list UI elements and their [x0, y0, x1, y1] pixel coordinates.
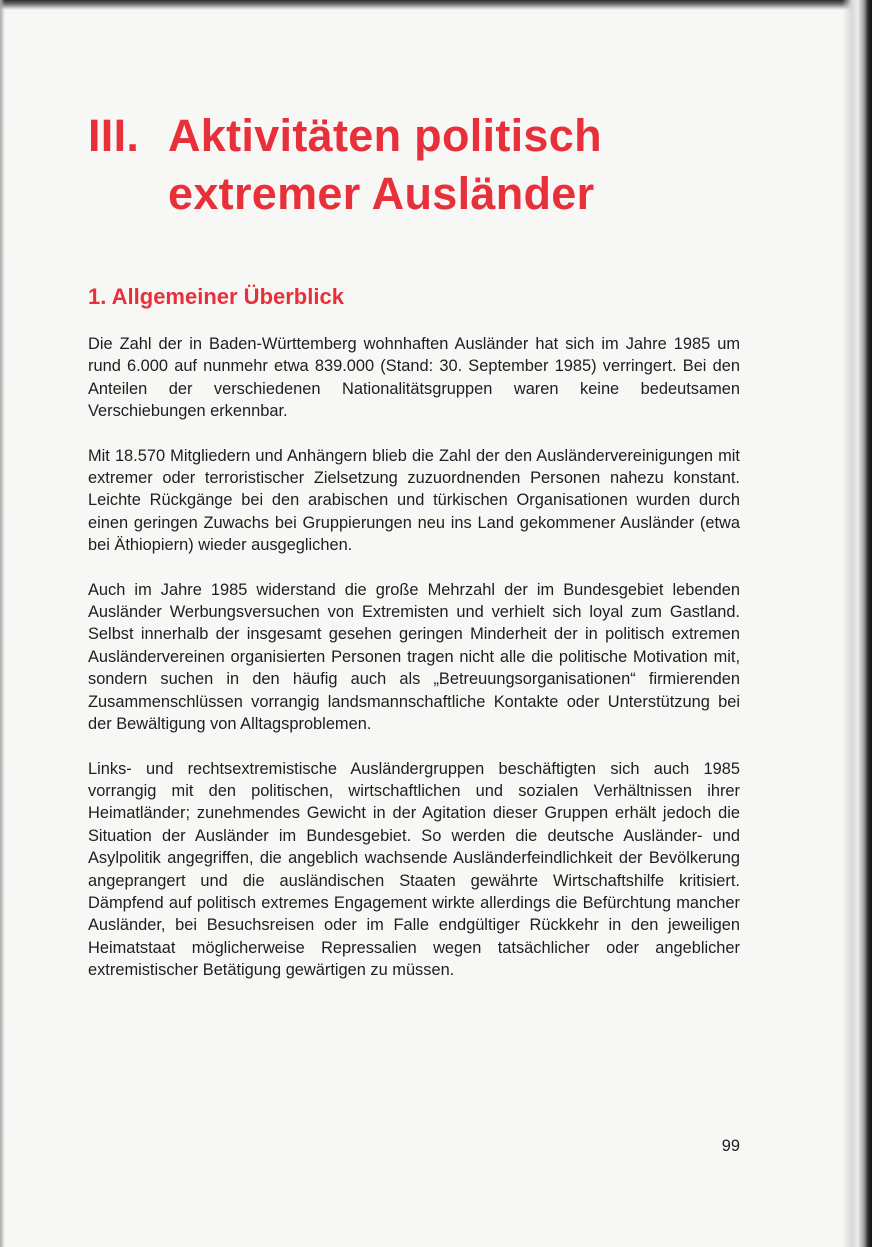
page-number: 99 [721, 1137, 740, 1155]
chapter-number: III. [88, 110, 140, 161]
body-text [88, 333, 740, 1004]
chapter-title-line1: Aktivitäten politisch [168, 110, 602, 161]
section-heading: 1. Allgemeiner Überblick [88, 284, 344, 309]
chapter-title-line2: extremer Ausländer [168, 168, 595, 219]
paragraph-3: Auch im Jahre 1985 widerstand die große Mehrzahl der im Bundesgebiet lebenden Ausländer Werbungsversuchen von Extremisten und verhielt sich loyal zum Gastland. Selbst innerhalb der insgesamt gesehen geringen Minderheit der in politisch extremen Ausländervereinen organisierten Personen tragen nicht alle die politische Motivation mit, sondern suchen in den häufig auch als „Betreuungsorganisationen“ firmierenden Zusammenschlüssen vorrangig landsmannschaftliche Kontakte oder Unterstützung bei der Bewältigung von Alltagsproblemen. [88, 580, 740, 734]
book-spine-shadow [842, 0, 872, 1247]
chapter-heading [88, 107, 602, 223]
paragraph-4: Links- und rechtsextremistische Ausländergruppen beschäftigten sich auch 1985 vorrangig mit den politischen, wirtschaftlichen und sozialen Verhältnissen ihrer Heimatländer; zunehmendes Gewicht in der Agitation dieser Gruppen erhält jedoch die Situation der Ausländer im Bundesgebiet. So werden die deutsche Ausländer- und Asylpolitik angegriffen, die angeblich wachsende Ausländerfeindlichkeit der Bevölkerung angeprangert und die ausländischen Staaten gewährte Wirtschaftshilfe kritisiert. Dämpfend auf politisch extremes Engagement wirkte allerdings die Befürchtung mancher Ausländer, bei Besuchsreisen oder im Falle endgültiger Rückkehr in den jeweiligen Heimatstaat möglicherweise Repressalien wegen tatsächlicher oder angeblicher extremistischer Betätigung gewärtigen zu müssen. [88, 759, 740, 980]
paragraph-1: Die Zahl der in Baden-Württemberg wohnhaften Ausländer hat sich im Jahre 1985 um rund 6.000 auf nunmehr etwa 839.000 (Stand: 30. September 1985) verringert. Bei den Anteilen der verschiedenen Nationalitätsgruppen waren keine bedeutsamen Verschiebungen erkennbar. [88, 335, 740, 421]
scan-left-edge [0, 0, 5, 1247]
scan-top-edge [0, 0, 872, 10]
paragraph-2: Mit 18.570 Mitgliedern und Anhängern blieb die Zahl der den Ausländervereinigungen mit extremer oder terroristischer Zielsetzung zuzuordnenden Personen nahezu konstant. Leichte Rückgänge bei den arabischen und türkischen Organisationen wurden durch einen geringen Zuwachs bei Gruppierungen neu ins Land gekommener Ausländer (etwa bei Äthiopiern) wieder ausgeglichen. [88, 446, 740, 555]
